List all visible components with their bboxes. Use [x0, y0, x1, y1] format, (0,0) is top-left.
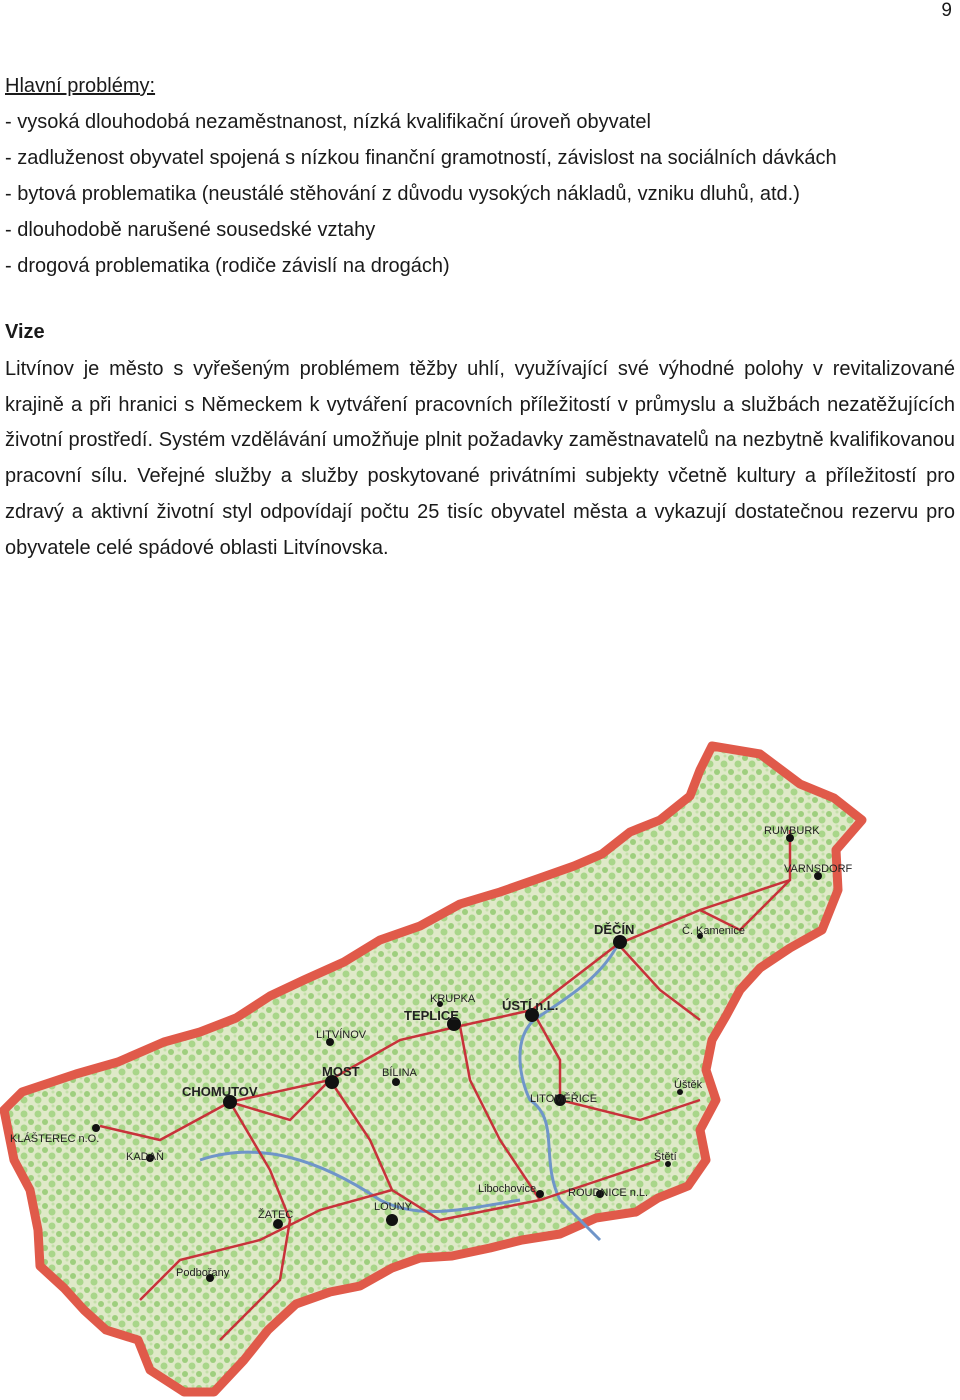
town-label: VARNSDORF: [784, 863, 853, 875]
town-label: LITOMĚŘICE: [530, 1093, 598, 1105]
town-label: CHOMUTOV: [182, 1084, 258, 1099]
town-label: Štětí: [654, 1151, 677, 1163]
vision-paragraph: Litvínov je město s vyřešeným problémem těžby uhlí, využívající své výhodné polohy v revitalizované krajině a při hranici s Německem k vytváření pracovních příležitostí v průmyslu a službách nezatěžujících životní prostředí. Systém vzdělávání umožňuje plnit požadavky zaměstnavatelů na nezbytně kvalifikovanou pracovní sílu. Veřejné služby a služby poskytované privátními subjekty včetně kultury a příležitostí pro zdravý a aktivní životní styl odpovídají počtu 25 tisíc obyvatel města a vykazují dostatečnou rezervu pro obyvatele celé spádové oblasti Litvínovska.: [5, 358, 955, 559]
problem-item: - vysoká dlouhodobá nezaměstnanost, nízká kvalifikační úroveň obyvatel: [5, 111, 651, 133]
region-outline: [4, 746, 862, 1392]
problem-item: - bytová problematika (neustálé stěhování z důvodu vysokých nákladů, vzniku dluhů, atd.): [5, 183, 800, 205]
town-label: KLÁŠTEREC n.O.: [10, 1133, 100, 1145]
town-label: ROUDNICE n.L.: [568, 1187, 649, 1199]
problems-section: [5, 68, 955, 284]
town-label: Libochovice: [478, 1183, 537, 1195]
page-number: 9: [941, 0, 952, 21]
town-label: BÍLINA: [382, 1067, 417, 1079]
town-label: LOUNY: [374, 1201, 412, 1213]
town-label: Č. Kamenice: [682, 925, 745, 937]
problems-heading: Hlavní problémy:: [5, 75, 156, 97]
region-map: [0, 740, 960, 1400]
problem-item: - zadluženost obyvatel spojená s nízkou finanční gramotností, závislost na sociálních dávkách: [5, 147, 837, 169]
vision-section: [5, 314, 955, 566]
town-label: ÚSTÍ n.L.: [502, 998, 559, 1013]
town-label: Podbořany: [176, 1267, 230, 1279]
town-label: KRUPKA: [430, 993, 476, 1005]
town-label: TEPLICE: [404, 1008, 459, 1023]
region-map-graphic: [0, 740, 960, 1400]
town-label: MOST: [322, 1064, 360, 1079]
town-label: Úštěk: [674, 1079, 703, 1091]
town-label: RUMBURK: [764, 825, 820, 837]
town-label: LITVÍNOV: [316, 1029, 367, 1041]
town-label: KADAŇ: [126, 1151, 164, 1163]
problem-item: - drogová problematika (rodiče závislí na drogách): [5, 255, 450, 277]
town-label: ŽATEC: [258, 1209, 294, 1221]
problem-item: - dlouhodobě narušené sousedské vztahy: [5, 219, 376, 241]
vision-heading: Vize: [5, 321, 45, 343]
town-label: DĚČÍN: [594, 922, 635, 937]
